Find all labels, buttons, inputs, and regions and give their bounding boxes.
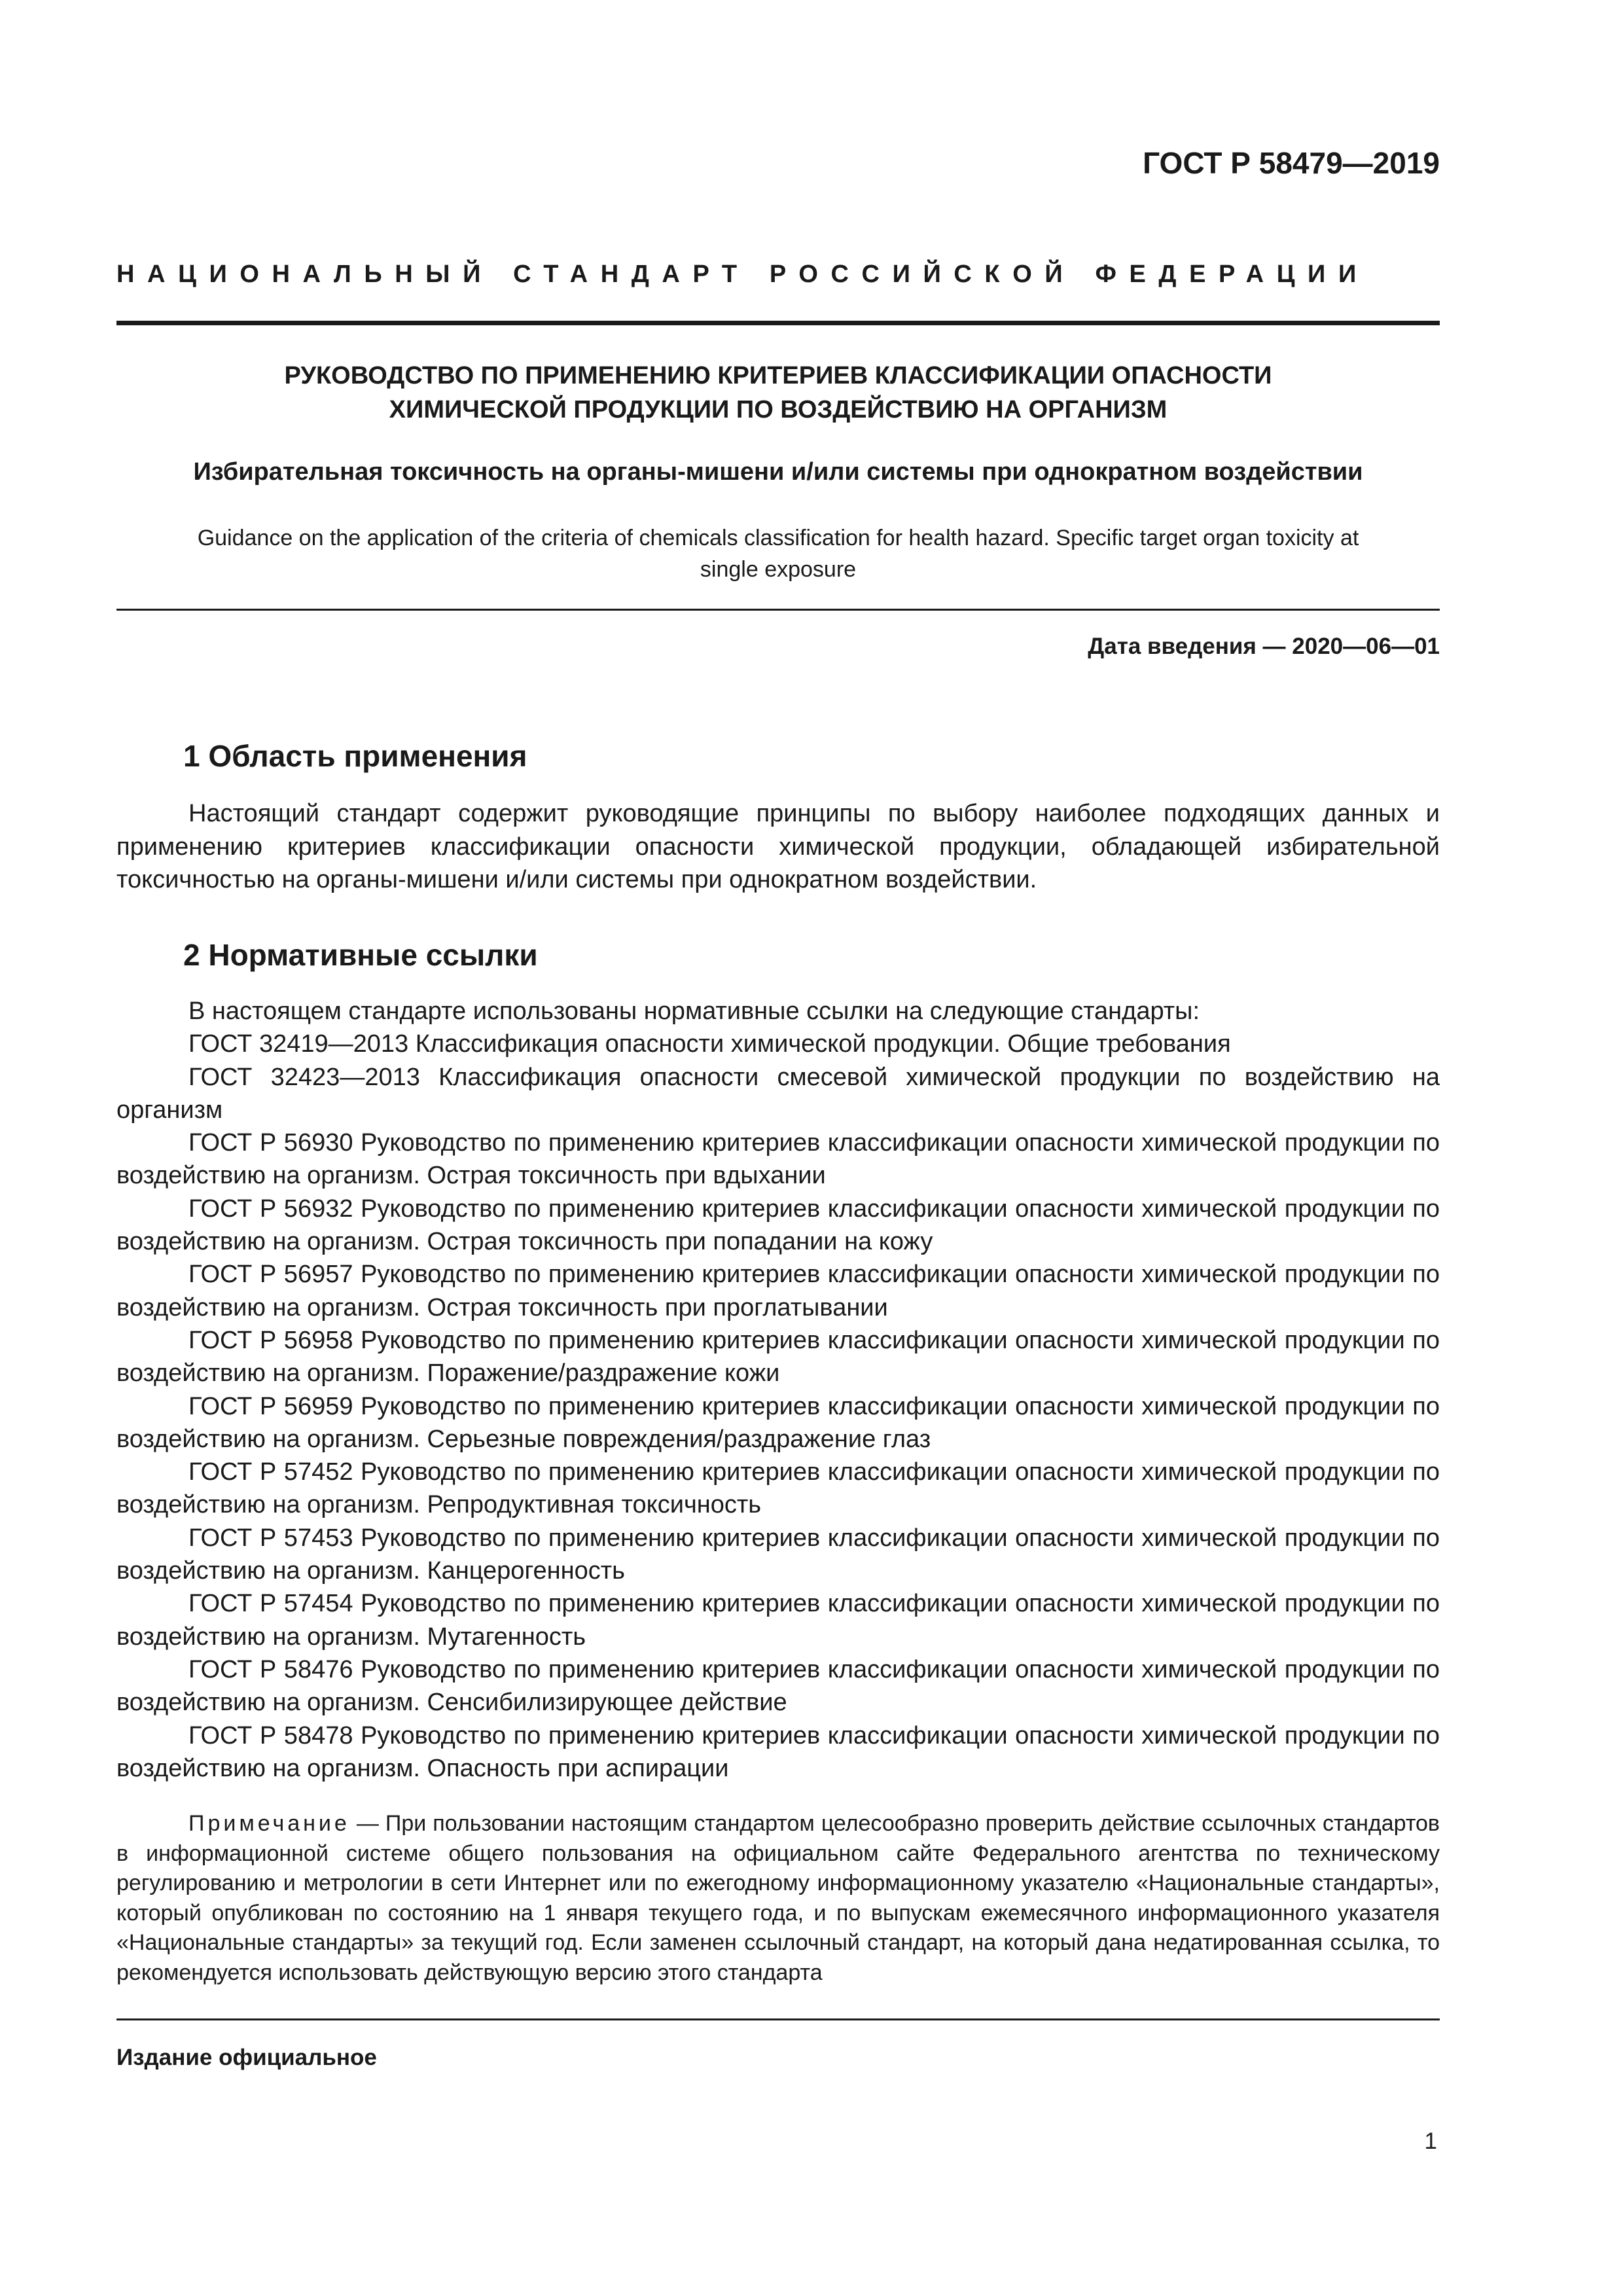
reference-item: ГОСТ Р 57454 Руководство по применению критериев классификации опасности химической продукции по воздействию на организм. Мутагенность [116,1590,1440,1651]
references-list [116,995,1440,1785]
section-1-heading: 1 Область применения [183,739,527,773]
section-1-body: Настоящий стандарт содержит руководящие принципы по выбору наиболее подходящих данных и применению критериев классификации опасности химической продукции, обладающей избирательной токсичностью на органы-мишени и/или системы при однократном воздействии. [116,800,1440,893]
reference-item: ГОСТ 32423—2013 Классификация опасности смесевой химической продукции по воздействию на организм [116,1063,1440,1124]
title-line-2: ХИМИЧЕСКОЙ ПРОДУКЦИИ ПО ВОЗДЕЙСТВИЮ НА ОРГАНИЗМ [389,396,1168,423]
section-2-heading: 2 Нормативные ссылки [183,938,538,972]
reference-item: ГОСТ Р 56930 Руководство по применению критериев классификации опасности химической продукции по воздействию на организм. Острая токсичность при вдыхании [116,1129,1440,1190]
reference-item: ГОСТ Р 56958 Руководство по применению критериев классификации опасности химической продукции по воздействию на организм. Поражение/раздражение кожи [116,1326,1440,1388]
document-number: ГОСТ Р 58479—2019 [1143,146,1440,180]
title-line-1: РУКОВОДСТВО ПО ПРИМЕНЕНИЮ КРИТЕРИЕВ КЛАССИФИКАЦИИ ОПАСНОСТИ [284,362,1272,389]
note-text: — При пользовании настоящим стандартом целесообразно проверить действие ссылочных стандартов в информационной системе общего пользования на официальном сайте Федерального агентства по техническому регулированию и метрологии в сети Интернет или по ежегодному информационному указателю «Национальные стандарты», который опубликован по состоянию на 1 января текущего года, и по выпускам ежемесячного информационного указателя «Национальные стандарты» за текущий год. Если заменен ссылочный стандарт, на который дана недатированная ссылка, то рекомендуется использовать действующую версию этого стандарта [116,1811,1440,1985]
note-label: Примечание [188,1811,350,1836]
references-intro: В настоящем стандарте использованы нормативные ссылки на следующие стандарты: [188,997,1200,1025]
page-number: 1 [1424,2128,1437,2154]
note [116,1809,1440,1988]
reference-item: ГОСТ Р 57452 Руководство по применению критериев классификации опасности химической продукции по воздействию на организм. Репродуктивная токсичность [116,1458,1440,1519]
national-standard-label: НАЦИОНАЛЬНЫЙ СТАНДАРТ РОССИЙСКОЙ ФЕДЕРАЦИИ [116,260,1369,288]
edition-label: Издание официальное [116,2045,377,2070]
reference-item: ГОСТ 32419—2013 Классификация опасности химической продукции. Общие требования [188,1030,1231,1058]
reference-item: ГОСТ Р 56932 Руководство по применению критериев классификации опасности химической продукции по воздействию на организм. Острая токсичность при попадании на кожу [116,1194,1440,1256]
introduction-date: Дата введения — 2020—06—01 [1088,634,1440,659]
title-rule [116,609,1440,611]
english-title-line-1: Guidance on the application of the criteria of chemicals classification for health hazard. Specific target organ toxicity at [197,526,1359,550]
reference-item: ГОСТ Р 57453 Руководство по применению критериев классификации опасности химической продукции по воздействию на организм. Канцерогенность [116,1524,1440,1585]
reference-item: ГОСТ Р 56959 Руководство по применению критериев классификации опасности химической продукции по воздействию на организм. Серьезные повреждения/раздражение глаз [116,1392,1440,1453]
reference-item: ГОСТ Р 58476 Руководство по применению критериев классификации опасности химической продукции по воздействию на организм. Сенсибилизирующее действие [116,1655,1440,1717]
header-rule [116,321,1440,325]
footer-rule [116,2018,1440,2020]
reference-item: ГОСТ Р 58478 Руководство по применению критериев классификации опасности химической продукции по воздействию на организм. Опасность при аспирации [116,1721,1440,1782]
reference-item: ГОСТ Р 56957 Руководство по применению критериев классификации опасности химической продукции по воздействию на организм. Острая токсичность при проглатывании [116,1261,1440,1321]
english-title [116,522,1440,585]
document-subtitle: Избирательная токсичность на органы-мишени и/или системы при однократном воздействии [193,458,1363,486]
english-title-line-2: single exposure [700,557,857,582]
document-title [116,359,1440,427]
